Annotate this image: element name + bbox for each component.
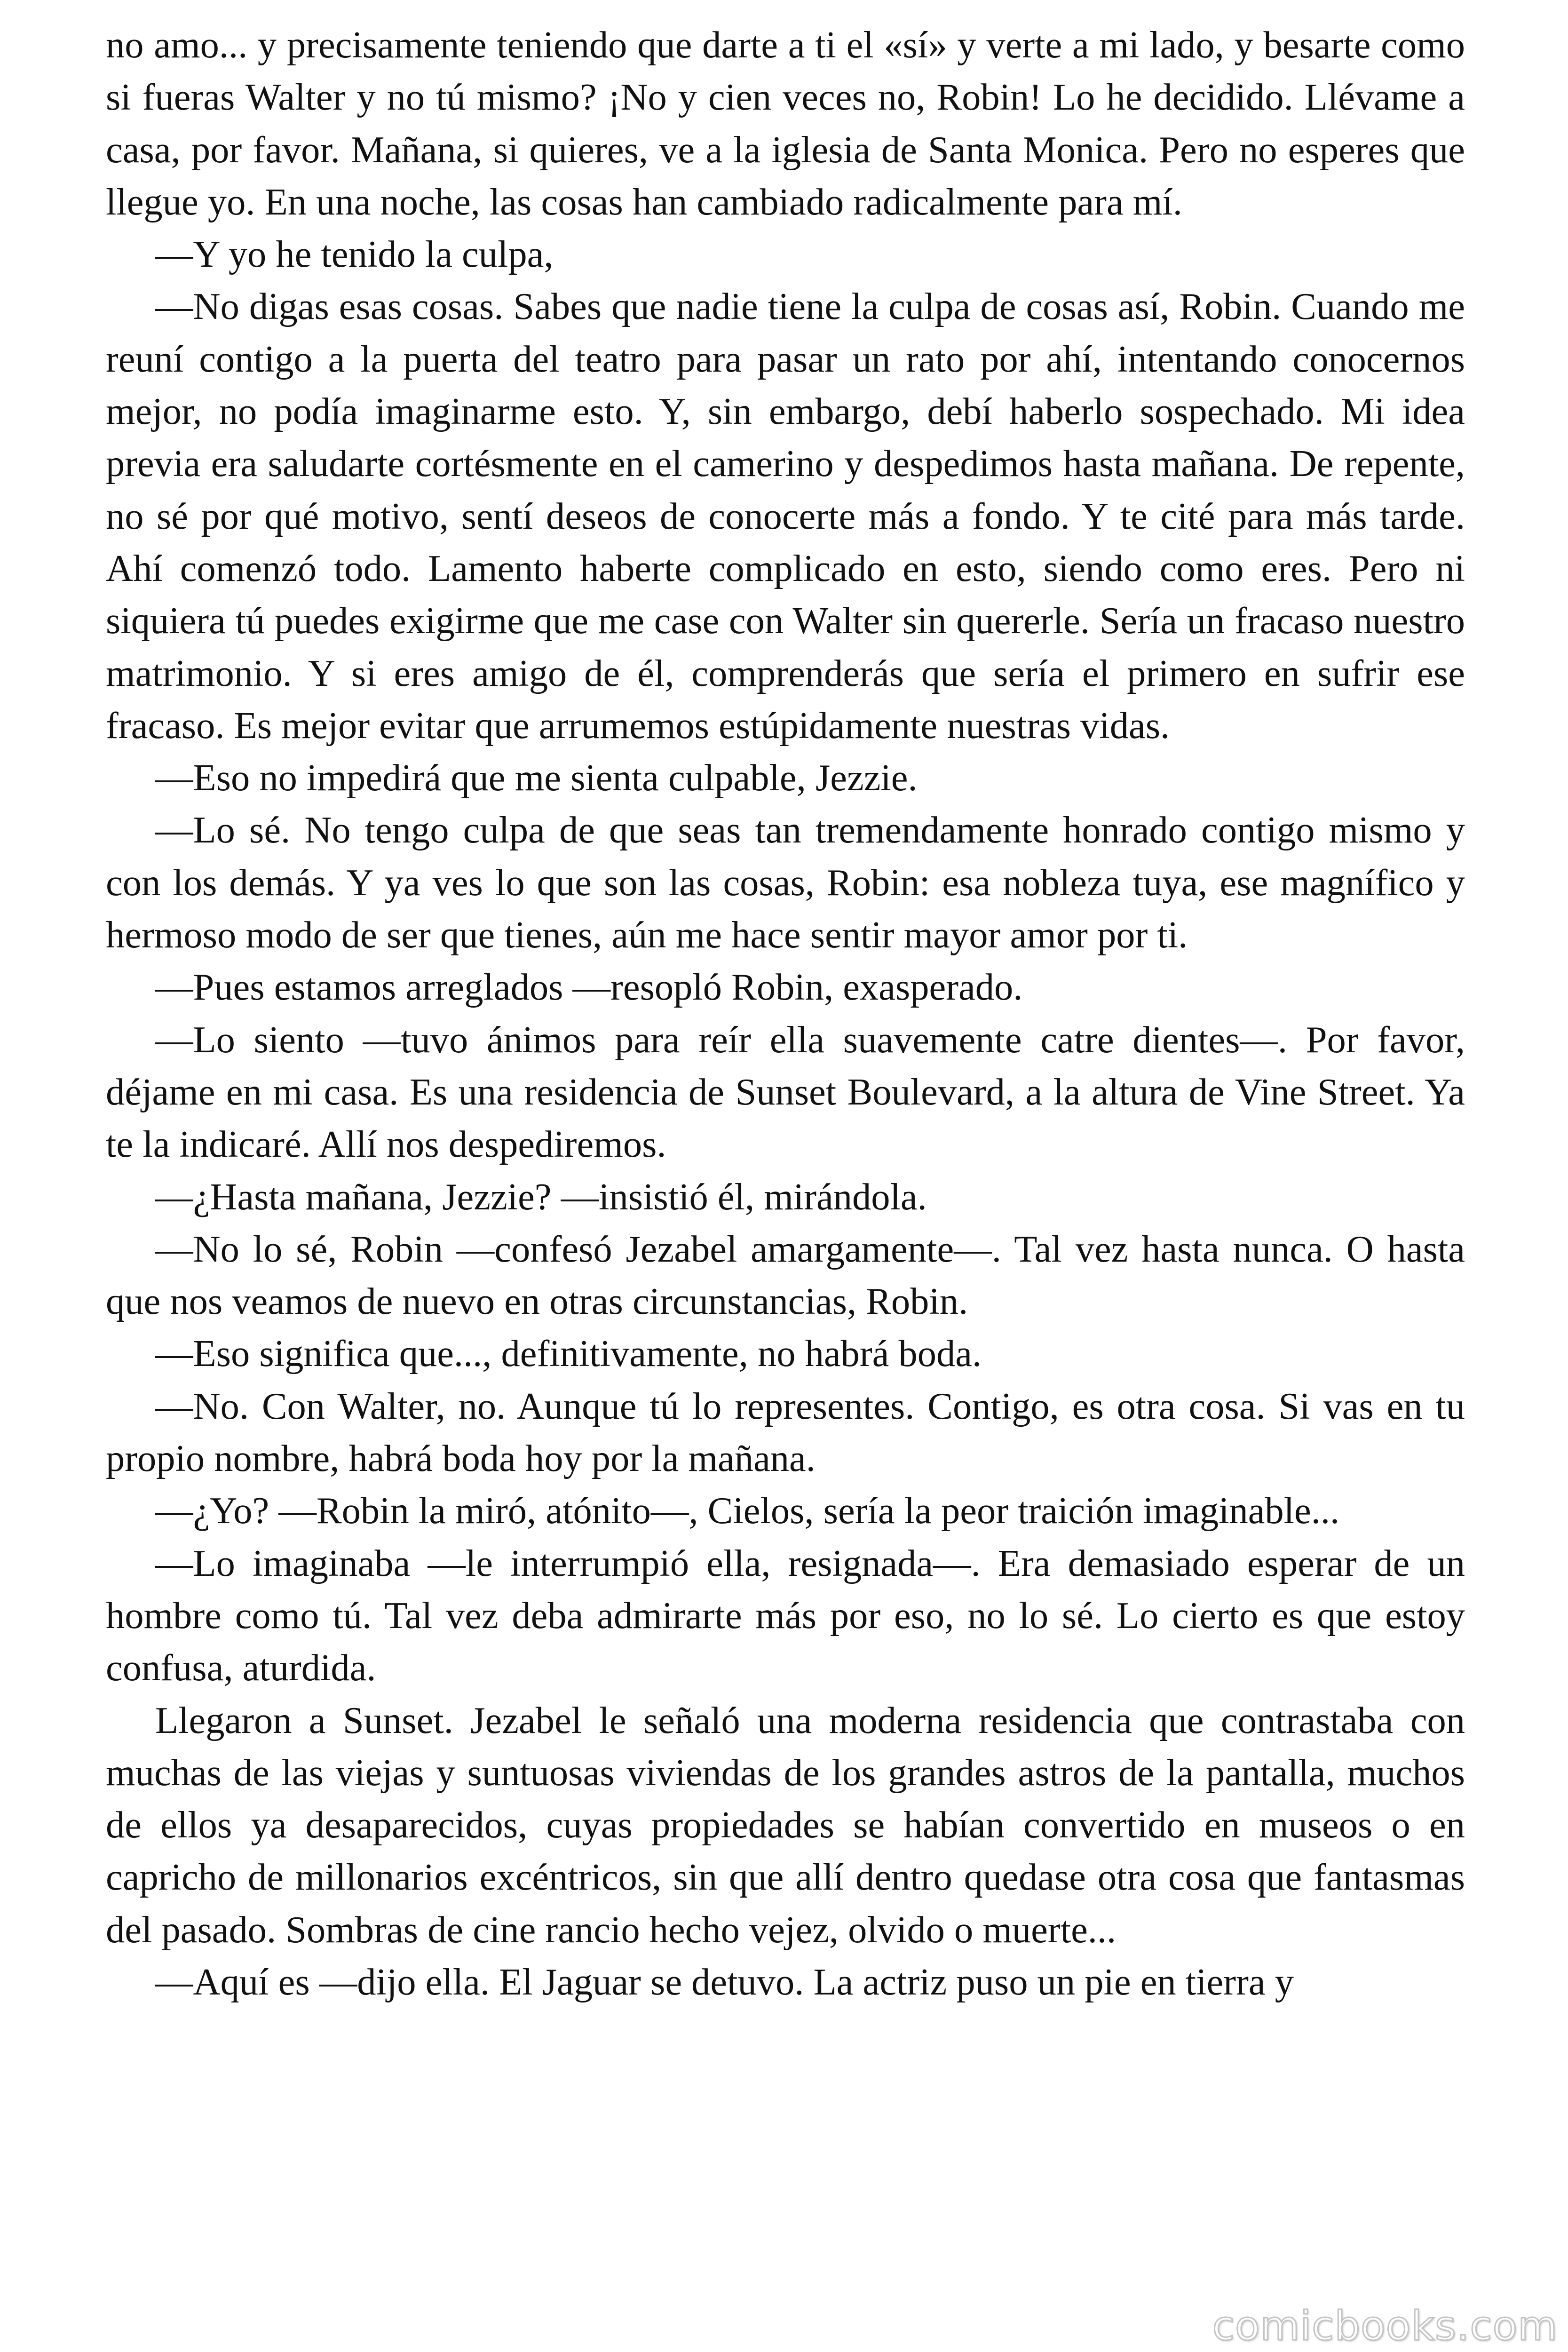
paragraph: —Lo imaginaba —le interrumpió ella, resignada—. Era demasiado esperar de un hombre como tú. Tal vez deba admirarte más por eso, no lo sé. Lo cierto es que estoy confusa, aturdida. [106,1542,1465,1689]
paragraph: —Y yo he tenido la culpa, [155,233,554,276]
paragraph: —No. Con Walter, no. Aunque tú lo representes. Contigo, es otra cosa. Si vas en tu propio nombre, habrá boda hoy por la mañana. [106,1385,1465,1480]
watermark: comicbooks.com [1212,2303,1558,2350]
paragraph: —Eso significa que..., definitivamente, no habrá boda. [155,1333,982,1375]
paragraph: —No lo sé, Robin —confesó Jezabel amargamente—. Tal vez hasta nunca. O hasta que nos veamos de nuevo en otras circunstancias, Robin. [106,1228,1465,1323]
paragraph: —¿Yo? —Robin la miró, atónito—, Cielos, sería la peor traición imaginable... [155,1490,1340,1532]
paragraph: no amo... y precisamente teniendo que darte a ti el «sí» y verte a mi lado, y besarte como si fueras Walter y no tú mismo? ¡No y cien veces no, Robin! Lo he decidido. Llévame a casa, por favor. Mañana, si quieres, ve a la iglesia de Santa Monica. Pero no esperes que llegue yo. En una noche, las cosas han cambiado radicalmente para mí. [106,24,1465,223]
paragraph: —No digas esas cosas. Sabes que nadie tiene la culpa de cosas así, Robin. Cuando me reuní contigo a la puerta del teatro para pasar un rato por ahí, intentando conocernos mejor, no podía imaginarme esto. Y, sin embargo, debí haberlo sospechado. Mi idea previa era saludarte cortésmente en el camerino y despedimos hasta mañana. De repente, no sé por qué motivo, sentí deseos de conocerte más a fondo. Y te cité para más tarde. Ahí comenzó todo. Lamento haberte complicado en esto, siendo como eres. Pero ni siquiera tú puedes exigirme que me case con Walter sin quererle. Sería un fracaso nuestro matrimonio. Y si eres amigo de él, comprenderás que sería el primero en sufrir ese fracaso. Es mejor evitar que arrumemos estúpidamente nuestras vidas. [106,286,1465,747]
paragraph: —Lo sé. No tengo culpa de que seas tan tremendamente honrado contigo mismo y con los demás. Y ya ves lo que son las cosas, Robin: esa nobleza tuya, ese magnífico y hermoso modo de ser que tienes, aún me hace sentir mayor amor por ti. [106,809,1465,956]
paragraph: —¿Hasta mañana, Jezzie? —insistió él, mirándola. [155,1176,927,1218]
paragraph: —Aquí es —dijo ella. El Jaguar se detuvo. La actriz puso un pie en tierra y [155,1961,1294,2003]
paragraph: —Lo siento —tuvo ánimos para reír ella suavemente catre dientes—. Por favor, déjame en mi casa. Es una residencia de Sunset Boulevard, a la altura de Vine Street. Ya te la indicaré. Allí nos despediremos. [106,1018,1465,1166]
paragraph: Llegaron a Sunset. Jezabel le señaló una moderna residencia que contrastaba con muchas de las viejas y suntuosas viviendas de los grandes astros de la pantalla, muchos de ellos ya desaparecidos, cuyas propiedades se habían convertido en museos o en capricho de millonarios excéntricos, sin que allí dentro quedase otra cosa que fantasmas del pasado. Sombras de cine rancio hecho vejez, olvido o muerte... [106,1699,1465,1951]
paragraph: —Pues estamos arreglados —resopló Robin, exasperado. [155,966,1023,1009]
page-body [106,19,1465,2008]
paragraph: —Eso no impedirá que me sienta culpable, Jezzie. [155,757,918,799]
